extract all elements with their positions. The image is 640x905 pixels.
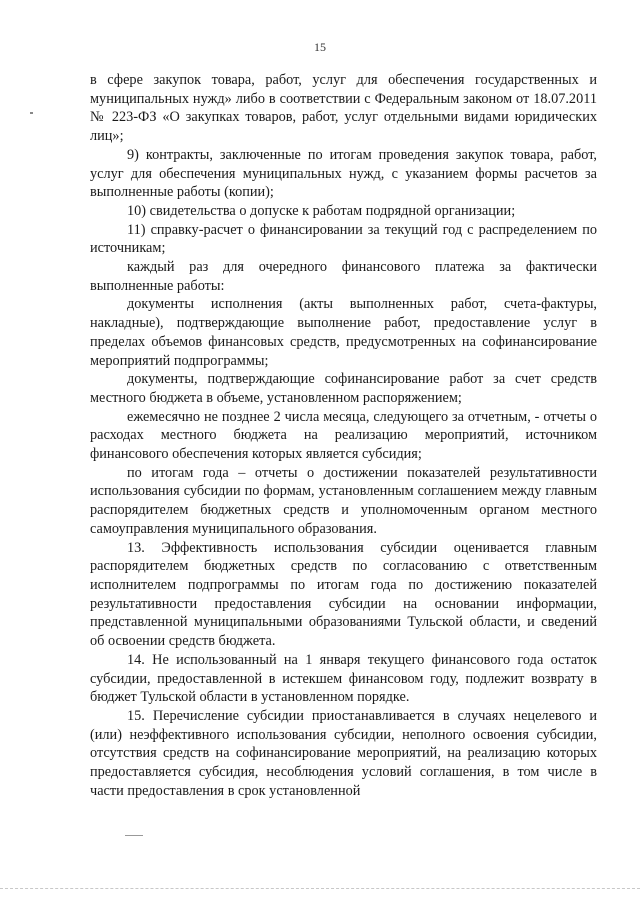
paragraph: 15. Перечисление субсидии приостанавливается в случаях нецелевого и (или) неэффективного использования субсидии, неполного освоения субсидии, отсутствия средств на софинансирование мероприятий, на реализацию которых предоставляется субсидия, несоблюдения условий соглашения, в том числе в части предоставления в срок установленной (90, 707, 597, 799)
scan-edge-line (0, 888, 640, 889)
paragraph: ежемесячно не позднее 2 числа месяца, следующего за отчетным, - отчеты о расходах местного бюджета на реализацию мероприятий, источником финансового обеспечения которых является субсидия; (90, 408, 597, 463)
paragraph: 10) свидетельства о допуске к работам подрядной организации; (127, 202, 516, 219)
margin-mark (30, 112, 33, 114)
paragraph: 9) контракты, заключенные по итогам проведения закупок товара, работ, услуг для обеспечения муниципальных нужд, с указанием формы расчетов за выполненные работы (копии); (90, 146, 597, 201)
paragraph: 14. Не использованный на 1 января текущего финансового года остаток субсидии, предоставленной в истекшем финансовом году, подлежит возврату в бюджет Тульской области в установленном порядке. (90, 651, 597, 706)
paragraph: документы исполнения (акты выполненных работ, счета-фактуры, накладные), подтверждающие выполнение работ, предоставление услуг в пределах объемов финансовых средств, предусмотренных на софинансирование мероприятий подпрограммы; (90, 296, 597, 369)
paragraph: каждый раз для очередного финансового платежа за фактически выполненные работы: (90, 259, 597, 294)
paragraph: документы, подтверждающие софинансирование работ за счет средств местного бюджета в объеме, установленном распоряжением; (90, 371, 597, 406)
paragraph: 13. Эффективность использования субсидии оценивается главным распорядителем бюджетных средств по согласованию с ответственным исполнителем подпрограммы по итогам года по достижению показателей результативности предоставления субсидии на основании информации, представленной муниципальными образованиями Тульской области, и сведений об освоении средств бюджета. (90, 539, 597, 650)
paragraph: 11) справку-расчет о финансировании за текущий год с распределением по источникам; (90, 221, 597, 257)
page-number: 15 (314, 40, 326, 54)
paragraph: по итогам года – отчеты о достижении показателей результативности использования субсидии по формам, установленным соглашением между главным распорядителем бюджетных средств и уполномоченным органом местного самоуправления муниципального образования. (90, 464, 597, 537)
scan-mark (125, 835, 143, 836)
document-body (90, 71, 597, 800)
paragraph: в сфере закупок товара, работ, услуг для обеспечения государственных и муниципальных нужд» либо в соответствии с Федеральным законом от 18.07.2011 № 223-ФЗ «О закупках товаров, работ, услуг отдельными видами юридических лиц»; (90, 72, 597, 145)
